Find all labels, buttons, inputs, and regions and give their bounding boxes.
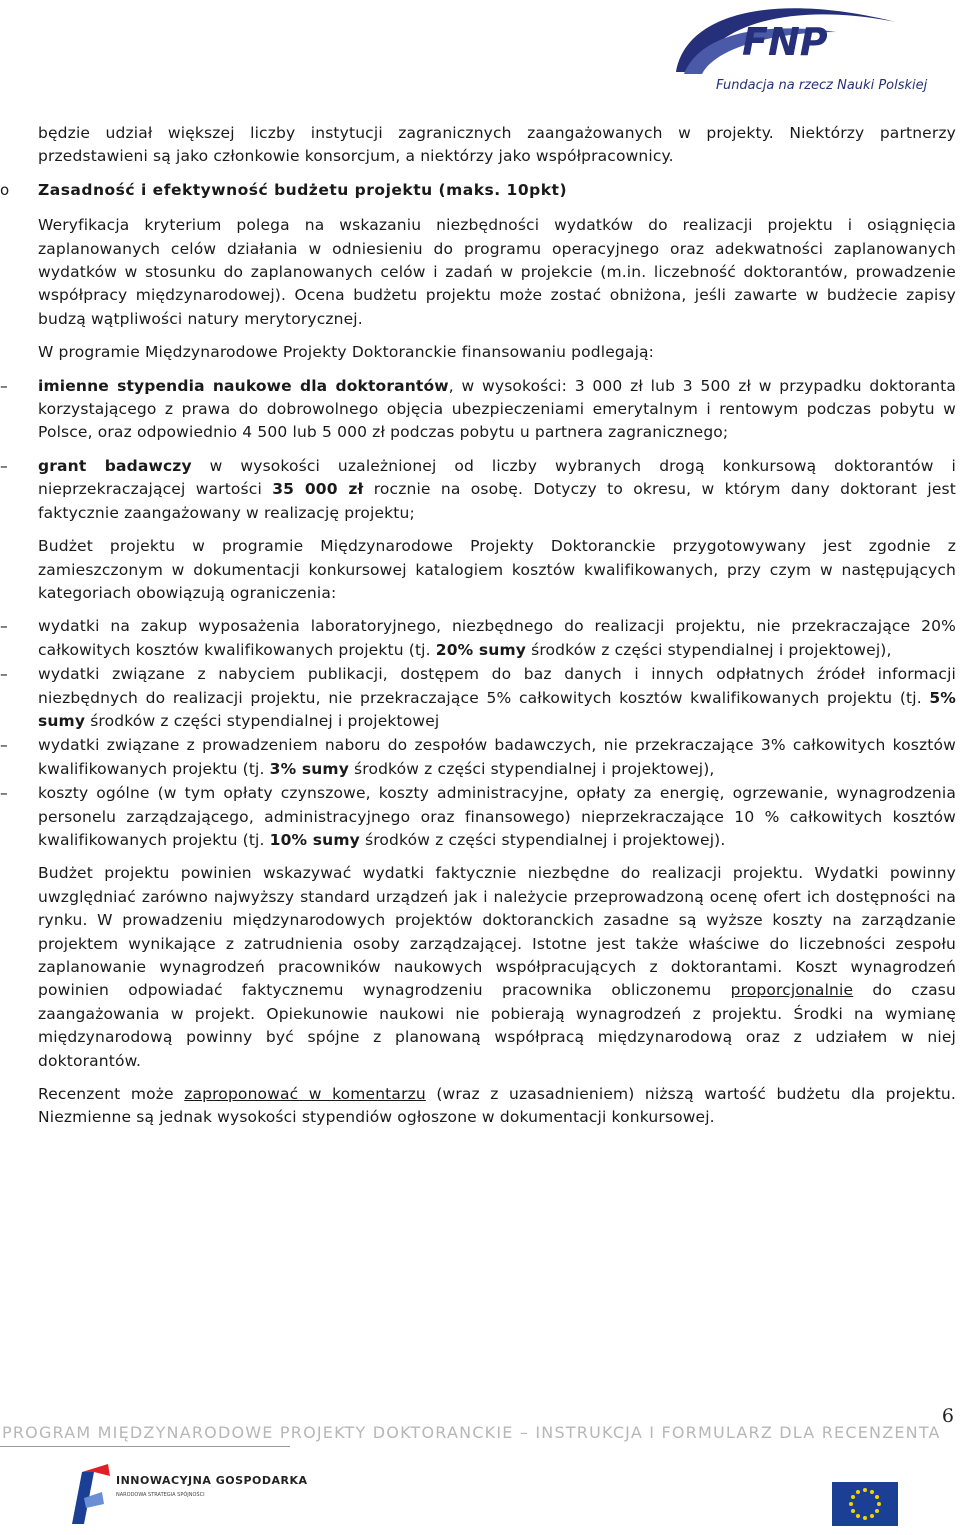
innowacyjna-gospodarka-logo <box>68 1462 308 1530</box>
list-item-bold: 20% sumy <box>435 640 527 659</box>
list-item <box>0 615 956 662</box>
list-item <box>0 455 956 525</box>
list-item-text: środków z części stypendialnej i projektowej), <box>526 640 892 659</box>
dash-marker: – <box>0 376 8 395</box>
list-item-bold: 10% sumy <box>269 830 360 849</box>
ig-logo-small-text: NARODOWA STRATEGIA SPÓJNOŚCI <box>116 1492 205 1498</box>
fnp-logo <box>656 2 956 102</box>
section-heading <box>0 179 956 202</box>
dash-marker: – <box>0 456 8 475</box>
list-item-bold: 3% sumy <box>269 759 349 778</box>
paragraph-reviewer-note <box>38 1083 956 1130</box>
footer-program-title: PROGRAM MIĘDZYNARODOWE PROJEKTY DOKTORANCKIE – INSTRUKCJA I FORMULARZ DLA RECENZENTA <box>2 1423 941 1442</box>
financing-list <box>0 375 957 525</box>
paragraph-budget-justification <box>38 862 956 1073</box>
fnp-logo-subtitle: Fundacja na rzecz Nauki Polskiej <box>716 78 928 93</box>
footer-divider <box>0 1446 290 1447</box>
list-item-text: , w wysokości: 3 000 zł lub 3 500 zł w przypadku doktoranta korzystającego z prawa do dobrowolnego objęcia ubezpieczeniami emerytalnym i rentowym podczas pobytu w Polsce, oraz odpowiednio 4 500 lub 5 000 zł podczas pobytu u partnera zagranicznego; <box>38 376 957 442</box>
intro-paragraph: będzie udział większej liczby instytucji zagranicznych zaangażowanych w projekty. Niektórzy partnerzy przedstawieni są jako członkowie konsorcjum, a niektórzy jako współpracownicy. <box>38 124 956 166</box>
paragraph-text: (wraz z uzasadnieniem) niższą wartość budżetu dla projektu. Niezmienne są jednak wysokości stypendiów ogłoszone w dokumentacji konkursowej. <box>38 1085 956 1127</box>
list-item <box>0 782 956 852</box>
paragraph-budget-catalog: Budżet projektu w programie Międzynarodowe Projekty Doktoranckie przygotowywany jest zgodnie z zamieszczonym w dokumentacji konkursowej katalogiem kosztów kwalifikowanych, przy czym w następujących kategoriach obowiązują ograniczenia: <box>38 537 956 602</box>
list-item-text: środków z części stypendialnej i projektowej), <box>348 759 715 778</box>
dash-marker: – <box>0 665 8 684</box>
list-item-text: w wysokości uzależnionej od liczby wybranych drogą konkursową doktorantów i nieprzekraczającej wartości <box>38 456 956 499</box>
underlined-term: proporcjonalnie <box>730 981 854 1000</box>
eu-flag-icon <box>832 1482 898 1526</box>
paragraph-financing-intro: W programie Międzynarodowe Projekty Doktoranckie finansowaniu podlegają: <box>38 343 655 362</box>
section-bullet: o <box>0 180 10 199</box>
paragraph-text: Budżet projektu powinien wskazywać wydatki faktycznie niezbędne do realizacji projektu. Wydatki powinny uwzględniać zarówno najwyższy standard urządzeń jak i należycie przeprowadzoną ocenę ofert ich dostępności na rynku. W prowadzeniu międzynarodowych projektów doktoranckich zasadne są wyższe koszty na zarządzanie projektem wynikające z zatrudnienia osoby zarządzającej. Istotne jest także właściwe do liczebności zespołu zaplanowanie wynagrodzeń pracowników naukowych współpracujących z doktorantami. Koszt wynagrodzeń powinien odpowiadać faktycznemu wynagrodzeniu pracownika obliczonemu <box>38 864 956 1000</box>
underlined-term: zaproponować w komentarzu <box>184 1085 426 1104</box>
list-item-text: rocznie na osobę. Dotyczy to okresu, w którym dany doktorant jest faktycznie zaangażowany w realizację projektu; <box>38 480 956 522</box>
list-item-text: koszty ogólne (w tym opłaty czynszowe, koszty administracyjne, opłaty za energię, ogrzewanie, wynagrodzenia personelu zarządzającego, administracyjnego oraz finansowego) nieprzekraczające 10 % całkowitych kosztów kwalifikowanych projektu (tj. <box>38 784 956 849</box>
paragraph-criterion: Weryfikacja kryterium polega na wskazaniu niezbędności wydatków do realizacji projektu i osiągnięcia zaplanowanych celów działania w odniesieniu do programu operacyjnego oraz adekwatności zaplanowanych wydatków w stosunku do zaplanowanych celów i zadań w projekcie (m.in. liczebność doktorantów, prowadzenie współpracy międzynarodowej). Ocena budżetu projektu może zostać obniżona, jeśli zawarte w budżecie zapisy budzą wątpliwości natury merytorycznej. <box>38 216 956 328</box>
list-item-text: środków z części stypendialnej i projektowej). <box>359 830 726 849</box>
list-item <box>0 663 956 733</box>
list-item <box>0 734 956 781</box>
limits-list <box>0 615 956 852</box>
paragraph-text: Recenzent może <box>38 1085 185 1104</box>
ig-logo-text: INNOWACYJNA GOSPODARKA <box>116 1474 308 1487</box>
list-item-text: środków z części stypendialnej i projektowej <box>85 711 440 730</box>
list-item-bold: 35 000 zł <box>272 480 364 499</box>
list-item-bold: grant badawczy <box>38 456 192 475</box>
list-item <box>0 375 957 445</box>
fnp-logo-text: FNP <box>742 20 828 64</box>
dash-marker: – <box>0 736 8 755</box>
list-item-bold: 5% sumy <box>38 688 956 730</box>
document-body <box>0 122 957 1130</box>
list-item-text: wydatki na zakup wyposażenia laboratoryjnego, niezbędnego do realizacji projektu, nie przekraczające 20% całkowitych kosztów kwalifikowanych projektu (tj. <box>38 617 956 659</box>
page-number: 6 <box>941 1405 954 1427</box>
list-item-text: wydatki związane z nabyciem publikacji, dostępem do baz danych i innych odpłatnych źródeł informacji niezbędnych do realizacji projektu, nie przekraczające 5% całkowitych kosztów kwalifikowanych projektu (tj. <box>38 665 956 707</box>
ig-flag-icon <box>68 1462 114 1530</box>
paragraph-text: do czasu zaangażowania w projekt. Opiekunowie naukowi nie pobierają wynagrodzeń z projektu. Środki na wymianę międzynarodową powinny być spójne z planowaną współpracą międzynarodową oraz z udziałem w niej doktorantów. <box>38 981 956 1070</box>
list-item-bold: imienne stypendia naukowe dla doktorantów <box>38 376 449 395</box>
list-item-text: wydatki związane z prowadzeniem naboru do zespołów badawczych, nie przekraczające 3% całkowitych kosztów kwalifikowanych projektu (tj. <box>38 736 956 778</box>
dash-marker: – <box>0 784 8 803</box>
dash-marker: – <box>0 617 8 636</box>
section-title: Zasadność i efektywność budżetu projektu (maks. 10pkt) <box>38 180 568 199</box>
